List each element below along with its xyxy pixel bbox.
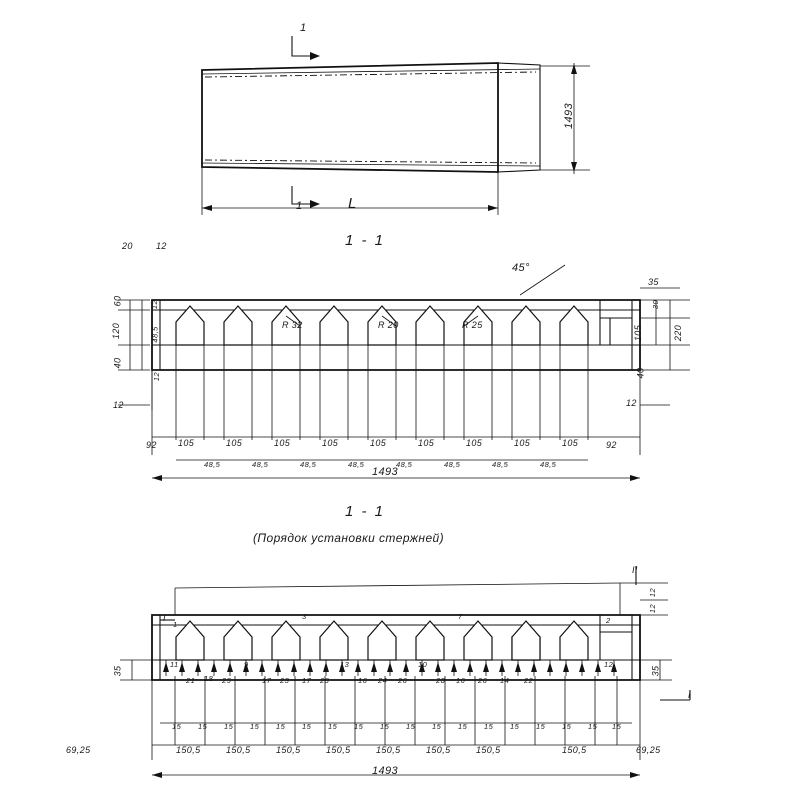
dim-48-5-7: 48,5 (492, 460, 509, 469)
bar-number-3: 18 (204, 674, 214, 683)
bar-number-16: 16 (456, 676, 466, 685)
dim-40-right: 40 (635, 367, 646, 379)
dim-48-5-6: 48,5 (444, 460, 461, 469)
dim-48-5-8: 48,5 (540, 460, 557, 469)
bar-number-15: 28 (436, 676, 446, 685)
dim-150-5-3: 150,5 (276, 745, 301, 755)
dim-48-5-left: 48,5 (150, 326, 160, 343)
radius-r20: R 20 (378, 320, 399, 330)
bar-number-7: 23 (280, 676, 290, 685)
dim-120: 120 (111, 322, 122, 340)
dim-12-b1: 12 (648, 587, 658, 598)
dim-35-b-right: 35 (650, 665, 661, 677)
plan-length-label: L (348, 195, 359, 212)
dim-15-18: 15 (612, 722, 622, 731)
dim-150-5-4: 150,5 (326, 745, 351, 755)
dim-15-3: 15 (224, 722, 234, 731)
bar-number-11: 16 (358, 676, 368, 685)
bar-number-12: 24 (378, 676, 388, 685)
bar-number-5: 9 (244, 660, 249, 669)
dim-40: 40 (112, 357, 123, 369)
dim-15-2: 15 (198, 722, 208, 731)
bar-number-1: 11 (170, 660, 179, 669)
dim-105-5: 105 (370, 438, 387, 448)
dim-12-b2: 12 (648, 603, 658, 614)
dim-15-10: 15 (406, 722, 416, 731)
dim-105-9: 105 (562, 438, 579, 448)
angle-45-label: 45° (512, 262, 530, 274)
bar-number-10: 13 (340, 660, 350, 669)
dim-12-inner: 12 (150, 299, 160, 310)
dim-12-lower-left: 12 (113, 400, 124, 410)
dim-12-inner2: 12 (152, 371, 162, 382)
radius-r25: R 25 (462, 320, 483, 330)
dim-35-right: 35 (648, 277, 659, 287)
bar-number-17: 26 (478, 676, 488, 685)
section-note: (Порядок установки стержней) (253, 531, 444, 545)
dim-15-9: 15 (380, 722, 390, 731)
dim-12-right: 12 (626, 398, 637, 408)
dim-15-5: 15 (276, 722, 286, 731)
dim-150-5-6: 150,5 (426, 745, 451, 755)
dim-15-11: 15 (432, 722, 442, 731)
dim-150-5-5: 150,5 (376, 745, 401, 755)
overall-dim-1493-b: 1493 (372, 765, 399, 777)
dim-150-5-2: 150,5 (226, 745, 251, 755)
dim-92-right: 92 (606, 440, 617, 450)
bar-mark-3: 3 (302, 612, 307, 621)
bar-number-13: 26 (398, 676, 408, 685)
radius-r32: R 32 (282, 320, 303, 330)
plan-width-dim: 1493 (563, 102, 576, 130)
mark-I-left: I (163, 613, 166, 623)
dim-15-12: 15 (458, 722, 468, 731)
bar-number-9: 28 (320, 676, 330, 685)
dim-60: 60 (112, 295, 123, 307)
dim-12-top: 12 (156, 241, 167, 251)
dim-105-7: 105 (466, 438, 483, 448)
dim-105-6: 105 (418, 438, 435, 448)
dim-105-8: 105 (514, 438, 531, 448)
dim-20: 20 (122, 241, 133, 251)
dim-end-right: 69,25 (636, 745, 661, 755)
mark-I-bottom: I (688, 690, 691, 700)
dim-92-left: 92 (146, 440, 157, 450)
bar-mark-2: 2 (606, 616, 611, 625)
bar-number-6: 17 (262, 676, 272, 685)
dim-220-right: 220 (673, 324, 684, 342)
dim-105-2: 105 (226, 438, 243, 448)
dim-15-14: 15 (510, 722, 520, 731)
dim-35-b-left: 35 (112, 665, 123, 677)
dim-15-1: 15 (172, 722, 182, 731)
bar-mark-7: 7 (458, 612, 463, 621)
dim-48-5-5: 48,5 (396, 460, 413, 469)
bar-number-8: 17 (302, 676, 312, 685)
bar-number-14: 10 (418, 660, 428, 669)
dim-105-4: 105 (322, 438, 339, 448)
dim-48-5-3: 48,5 (300, 460, 317, 469)
dim-105-right: 105 (633, 324, 644, 342)
dim-15-15: 15 (536, 722, 546, 731)
dim-15-7: 15 (328, 722, 338, 731)
bar-mark-1: 1 (173, 620, 178, 629)
dim-15-16: 15 (562, 722, 572, 731)
section-title-1-1-b: 1 - 1 (345, 503, 386, 520)
section-mark-top: 1 (300, 22, 307, 34)
dim-150-5-1: 150,5 (176, 745, 201, 755)
bar-number-20: 12 (604, 660, 614, 669)
dim-150-5-8: 150,5 (562, 745, 587, 755)
dim-15-6: 15 (302, 722, 312, 731)
overall-dim-1493-a: 1493 (372, 466, 399, 478)
dim-15-8: 15 (354, 722, 364, 731)
bar-number-19: 22 (524, 676, 534, 685)
dim-48-5-1: 48,5 (204, 460, 221, 469)
dim-150-5-7: 150,5 (476, 745, 501, 755)
section-mark-bottom: 1 (296, 200, 303, 212)
dim-end-left: 69,25 (66, 745, 91, 755)
dim-15-13: 15 (484, 722, 494, 731)
dim-105-1: 105 (178, 438, 195, 448)
bar-number-2: 21 (186, 676, 196, 685)
dim-15-4: 15 (250, 722, 260, 731)
dim-48-5-4: 48,5 (348, 460, 365, 469)
dim-48-5-2: 48,5 (252, 460, 269, 469)
section-title-1-1: 1 - 1 (345, 232, 386, 249)
bar-number-18: 14 (500, 676, 510, 685)
bar-number-4: 25 (222, 676, 232, 685)
dim-15-17: 15 (588, 722, 598, 731)
dim-30-right: 30 (651, 299, 661, 310)
mark-II: II (632, 565, 638, 575)
dim-105-3: 105 (274, 438, 291, 448)
